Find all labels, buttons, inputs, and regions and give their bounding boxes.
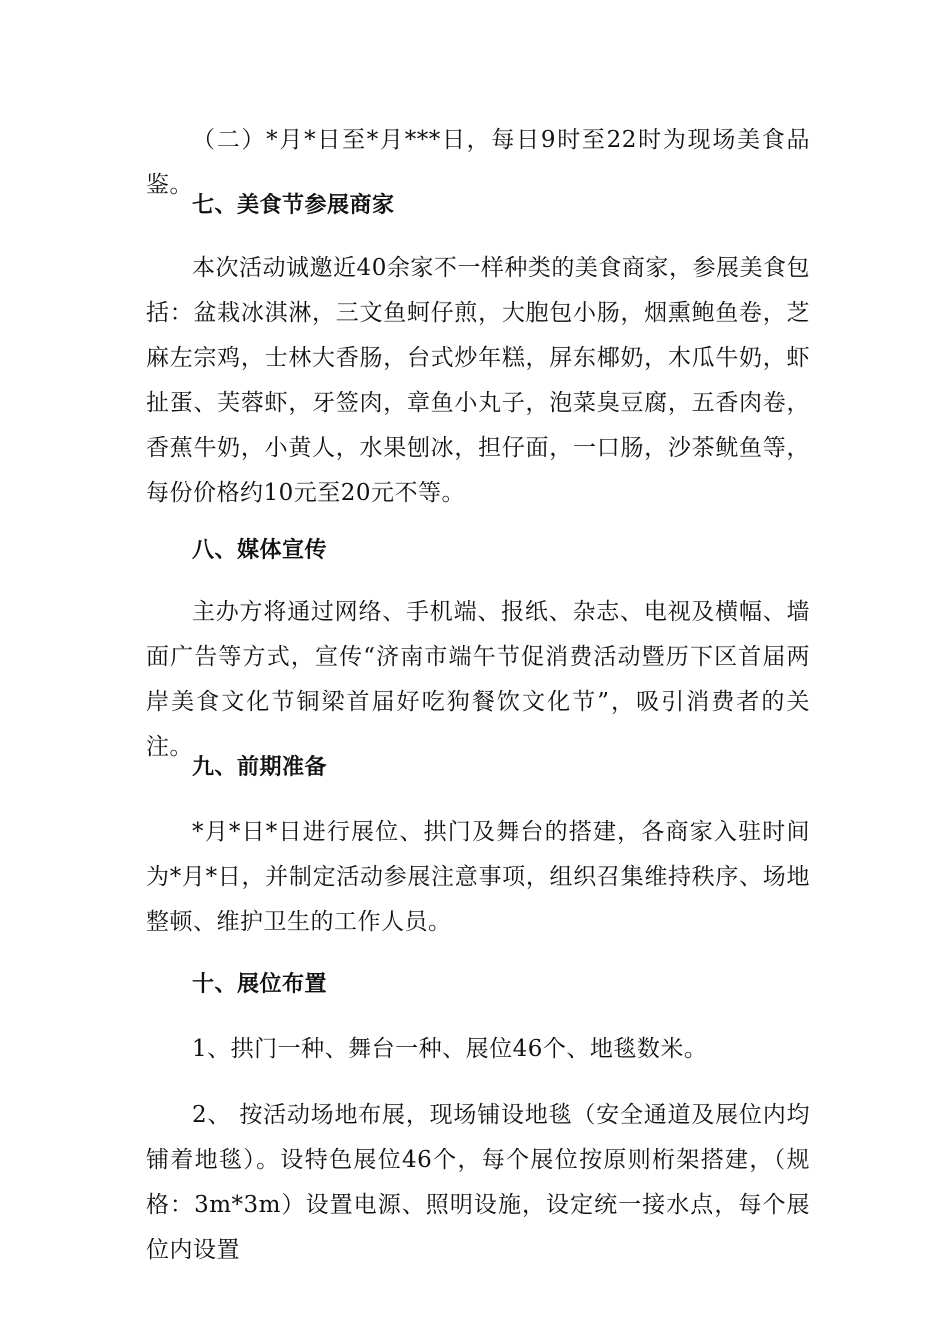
page-top-margin — [0, 0, 950, 100]
section-8-paragraph: 主办方将通过网络、手机端、报纸、杂志、电视及横幅、墙面广告等方式，宣传“济南市端午节促消费活动暨历下区首届两岸美食文化节铜梁首届好吃狗餐饮文化节”，吸引消费者的关注。 — [146, 599, 810, 760]
section-9-heading: 九、前期准备 — [192, 755, 328, 780]
section-9-paragraph: *月*日*日进行展位、拱门及舞台的搭建，各商家入驻时间为*月*日，并制定活动参展注意事项，组织召集维持秩序、场地整顿、维护卫生的工作人员。 — [146, 819, 810, 935]
section-10-item-1: 1、拱门一种、舞台一种、展位46个、地毯数米。 — [192, 1036, 708, 1062]
schedule-paragraph: （二）*月*日至*月***日，每日9时至22时为现场美食品鉴。 — [146, 127, 810, 198]
section-10-item-2: 2、 按活动场地布展，现场铺设地毯（安全通道及展位内均铺着地毯）。设特色展位46个，每个展位按原则桁架搭建，（规格：3m*3m）设置电源、照明设施，设定统一接水点，每个展位内设置 — [146, 1102, 810, 1263]
section-10-heading: 十、展位布置 — [192, 972, 328, 997]
section-8-heading: 八、媒体宣传 — [192, 538, 328, 563]
section-7-paragraph: 本次活动诚邀近40余家不一样种类的美食商家，参展美食包括：盆栽冰淇淋，三文鱼蚵仔煎，大胞包小肠，烟熏鲍鱼卷，芝麻左宗鸡，士林大香肠，台式炒年糕，屏东椰奶，木瓜牛奶，虾扯蛋、芙蓉虾，牙签肉，章鱼小丸子，泡菜臭豆腐，五香肉卷，香蕉牛奶，小黄人，水果刨冰，担仔面，一口肠，沙茶鱿鱼等，每份价格约10元至20元不等。 — [146, 255, 810, 506]
section-7-heading: 七、美食节参展商家 — [192, 193, 395, 218]
